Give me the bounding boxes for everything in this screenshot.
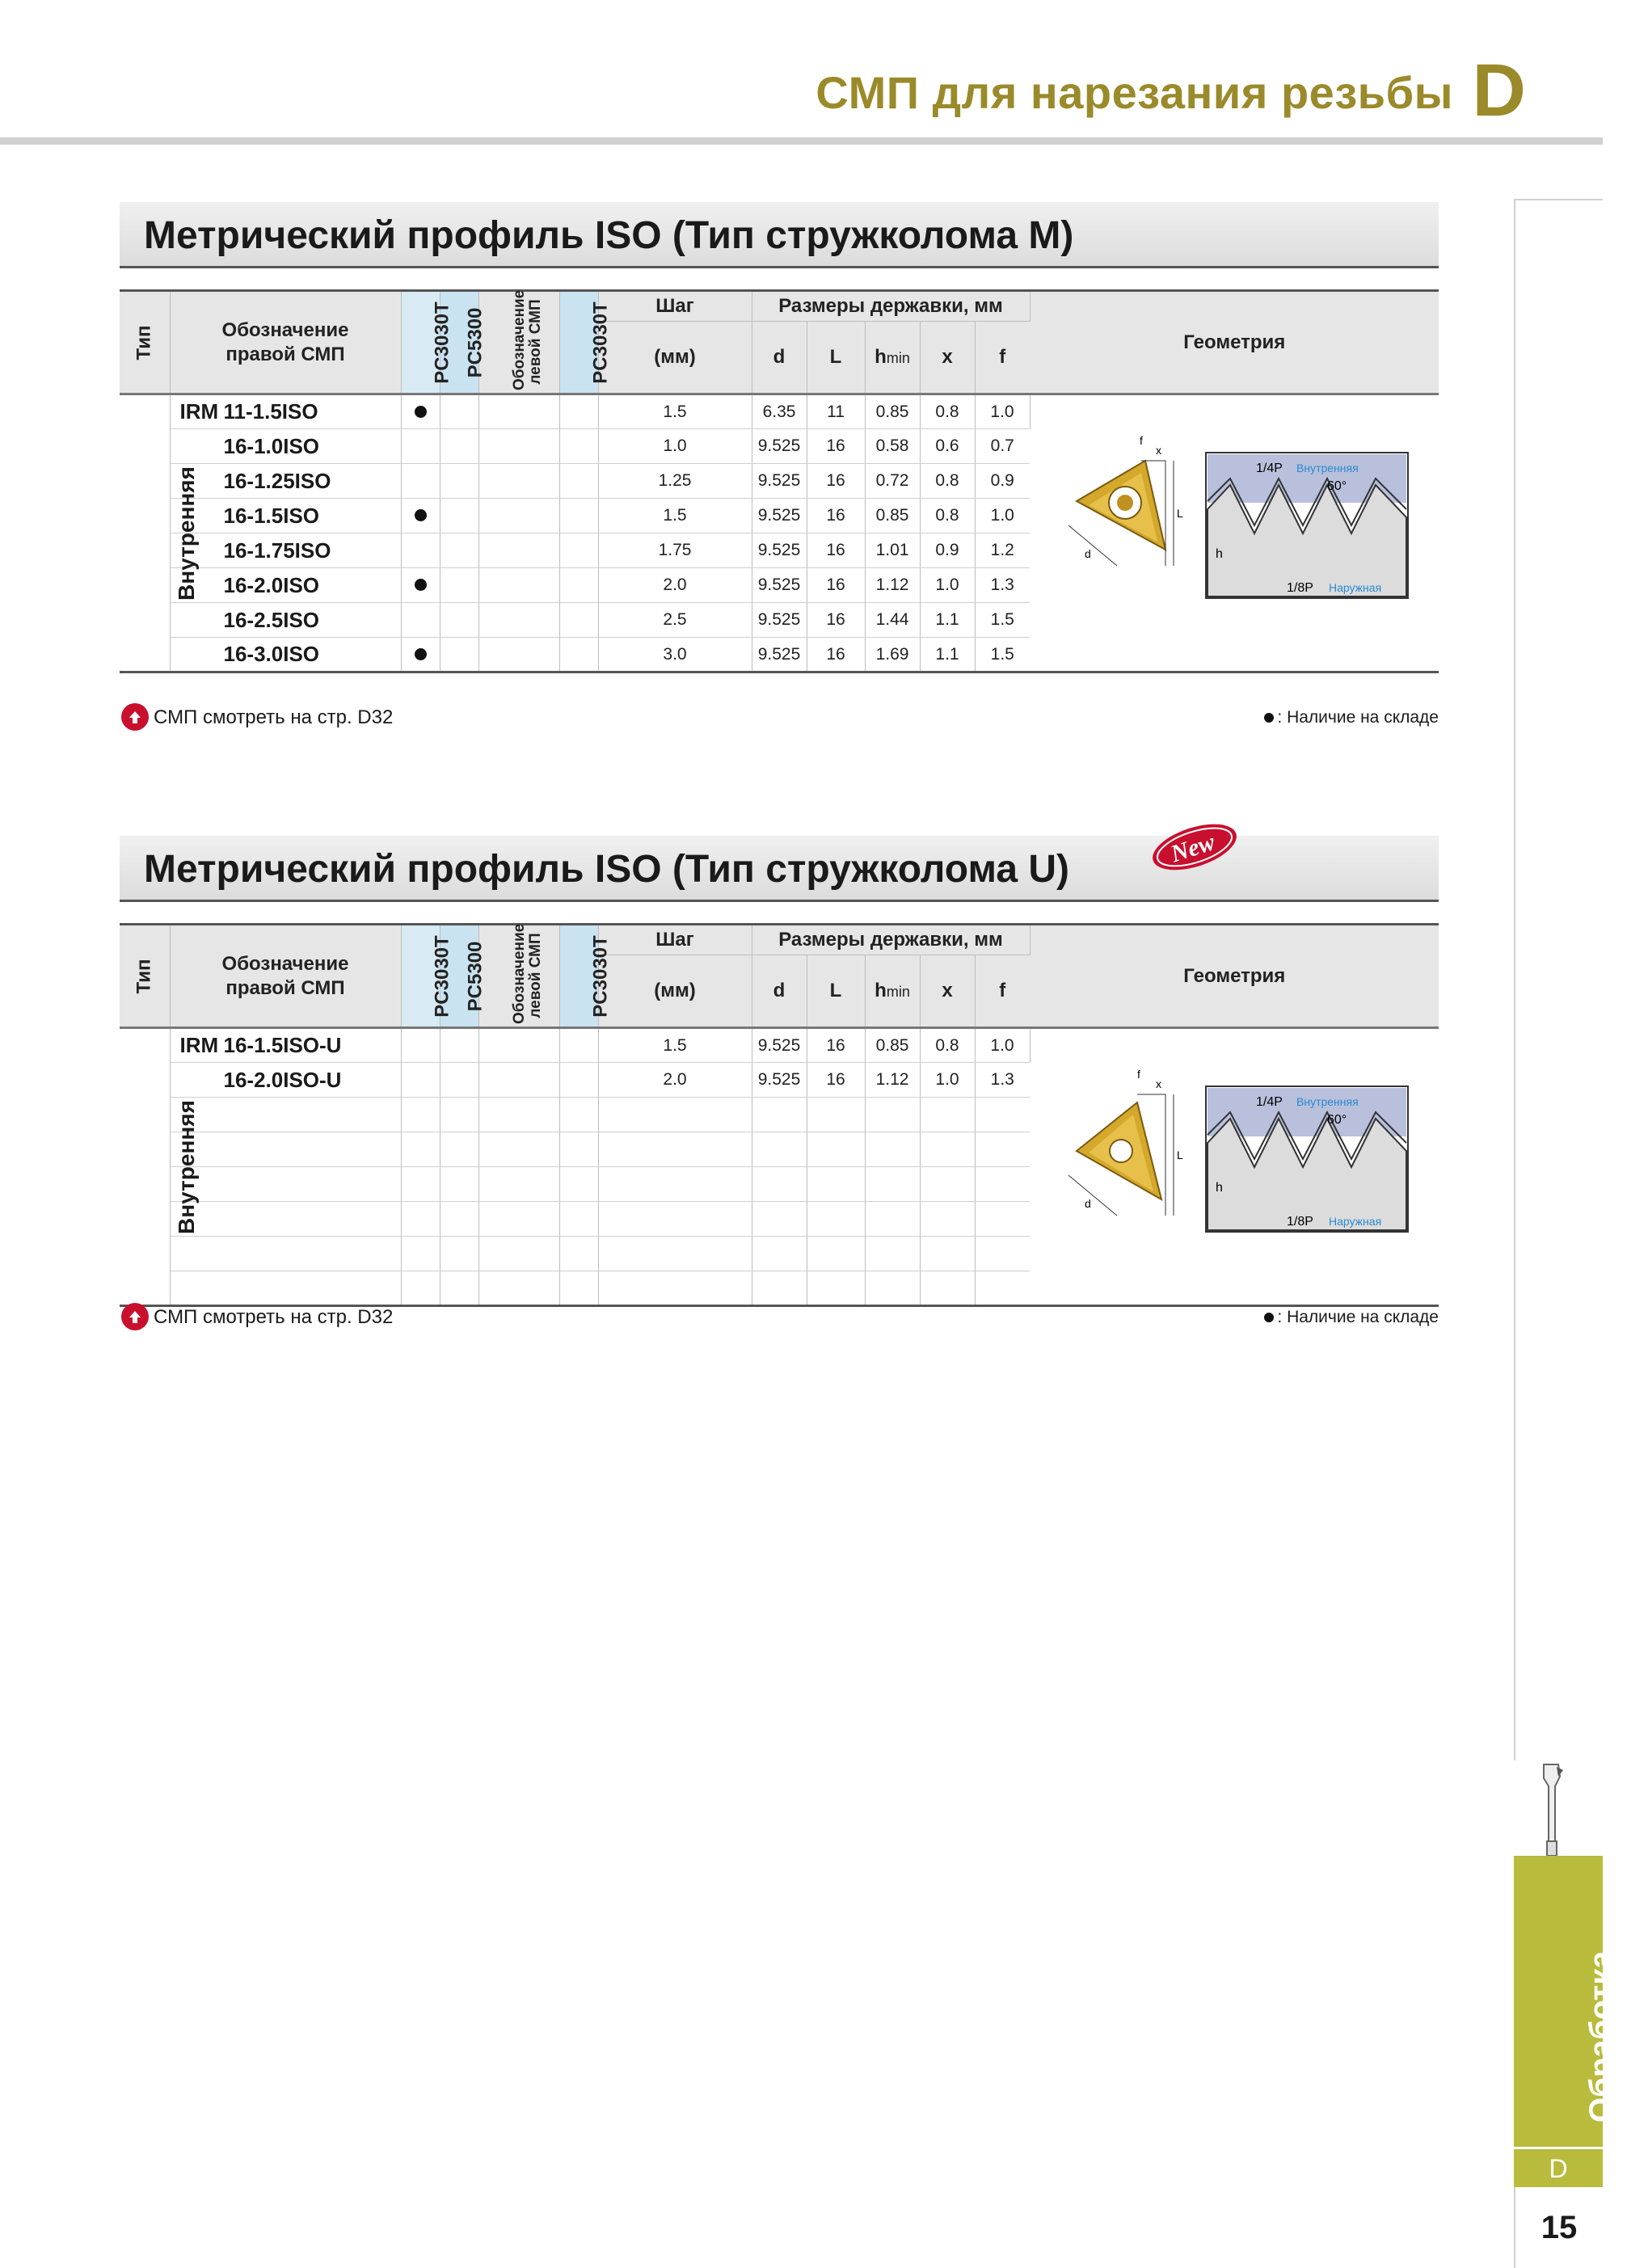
table-row: Внутренняя IRM 16-1.5ISO-U 1.5 9.525 16 0.85 0.8 1.0 L f x d 1/4P Внутренняя 60° h 1/8P Наружная xyxy=(120,1028,1439,1063)
svg-text:Внутренняя: Внутренняя xyxy=(1296,1094,1359,1108)
section-title xyxy=(120,828,1439,902)
col-geometry: Геометрия xyxy=(1030,291,1439,394)
stock-dot xyxy=(415,509,427,521)
svg-text:L: L xyxy=(1177,506,1184,520)
col-grade-pc3030t-left: PC3030T xyxy=(559,925,598,1028)
svg-text:1/8P: 1/8P xyxy=(1287,580,1314,595)
col-pitch-unit: (мм) xyxy=(598,955,752,1028)
prefix-irm: IRM xyxy=(179,399,219,424)
col-hmin: hmin xyxy=(865,322,920,394)
type-internal: Внутренняя xyxy=(120,1028,170,1306)
svg-text:h: h xyxy=(1216,546,1224,561)
col-f: f xyxy=(975,322,1030,394)
stock-dot-legend xyxy=(1264,1313,1274,1322)
page-title: СМП для нарезания резьбы xyxy=(816,67,1453,118)
page-reference-link[interactable]: СМП смотреть на стр. D32 xyxy=(154,1306,394,1328)
svg-text:Наружная: Наружная xyxy=(1329,580,1382,594)
section-title xyxy=(120,202,1439,268)
insert-code: 11-1.5ISO xyxy=(223,399,318,424)
col-left-designation: Обозначение левой СМП xyxy=(478,925,559,1028)
table-row: 16-3.0ISO 3.0 9.525 16 1.69 1.1 1.5 xyxy=(120,638,1439,672)
table-row: 16-1.0ISO 1.0 9.525 16 0.58 0.6 0.7 xyxy=(120,429,1439,464)
svg-text:New: New xyxy=(1167,828,1219,868)
section2-footer xyxy=(120,1305,1439,1337)
svg-text:x: x xyxy=(1156,1077,1162,1090)
svg-text:f: f xyxy=(1137,1067,1141,1081)
col-left-designation: Обозначение левой СМП xyxy=(478,291,559,394)
svg-text:1/4P: 1/4P xyxy=(1256,1094,1283,1109)
col-pitch: Шаг xyxy=(598,291,752,322)
svg-text:x: x xyxy=(1156,443,1162,457)
stock-legend: : Наличие на складе xyxy=(1264,1308,1439,1327)
stock-legend: : Наличие на складе xyxy=(1264,708,1439,727)
stock-dot-legend xyxy=(1264,713,1274,723)
side-frame xyxy=(1514,199,1603,1760)
col-x: x xyxy=(920,955,975,1028)
page-reference-icon xyxy=(120,702,150,732)
page-reference-icon xyxy=(120,1301,150,1332)
insert-code: 16-1.5ISO-U xyxy=(223,1033,342,1057)
new-badge xyxy=(1146,818,1243,875)
insert-table-u xyxy=(120,923,1439,1307)
section-u-chipbreaker xyxy=(120,828,1439,1234)
svg-text:h: h xyxy=(1216,1180,1224,1195)
page-header xyxy=(0,0,1603,154)
table-row: 16-1.25ISO 1.25 9.525 16 0.72 0.8 0.9 xyxy=(120,464,1439,499)
side-tab-thread-machining[interactable] xyxy=(1514,1856,1648,2147)
col-grade-pc3030t-left: PC3030T xyxy=(559,291,598,394)
section-title-text: Метрический профиль ISO (Тип стружколома M) xyxy=(144,214,1074,257)
table-row: 16-1.5ISO 1.5 9.525 16 0.85 0.8 1.0 xyxy=(120,499,1439,533)
svg-text:d: d xyxy=(1085,1196,1092,1210)
geometry-cell xyxy=(1030,394,1439,672)
stock-dot xyxy=(415,579,427,591)
col-L: L xyxy=(807,955,865,1028)
col-pitch: Шаг xyxy=(598,925,752,955)
stock-dot xyxy=(415,406,427,418)
svg-text:1/4P: 1/4P xyxy=(1256,461,1283,475)
section-title-text: Метрический профиль ISO (Тип стружколома U) xyxy=(144,848,1070,891)
svg-text:d: d xyxy=(1085,546,1092,560)
geometry-diagram-u xyxy=(1044,1046,1424,1288)
table-row: 16-2.0ISO-U 2.0 9.525 16 1.12 1.0 1.3 xyxy=(120,1063,1439,1098)
stock-dot xyxy=(415,648,427,660)
col-L: L xyxy=(807,322,865,394)
geometry-cell xyxy=(1030,1028,1439,1306)
col-grade-pc3030t: PC3030T xyxy=(401,925,440,1028)
col-geometry: Геометрия xyxy=(1030,925,1439,1028)
col-holder-dims: Размеры державки, мм xyxy=(752,291,1030,322)
section-letter: D xyxy=(1472,49,1526,132)
col-designation: Обозначение правой СМП xyxy=(170,925,401,1028)
svg-text:L: L xyxy=(1177,1148,1184,1161)
col-designation: Обозначение правой СМП xyxy=(170,291,401,394)
svg-text:60°: 60° xyxy=(1327,1112,1347,1127)
side-tab-line1: Обработка xyxy=(1583,1950,1619,2123)
svg-text:Внутренняя: Внутренняя xyxy=(1296,461,1359,474)
col-grade-pc5300: PC5300 xyxy=(440,291,478,394)
svg-text:Наружная: Наружная xyxy=(1329,1214,1382,1228)
col-d: d xyxy=(752,955,807,1028)
table-row: 16-2.5ISO 2.5 9.525 16 1.44 1.1 1.5 xyxy=(120,603,1439,638)
col-type: Тип xyxy=(120,291,170,394)
col-grade-pc3030t: PC3030T xyxy=(401,291,440,394)
col-type: Тип xyxy=(120,925,170,1028)
table-row: 16-1.75ISO 1.75 9.525 16 1.01 0.9 1.2 xyxy=(120,533,1439,568)
section1-footer xyxy=(120,705,1439,737)
side-tab-letter: D xyxy=(1514,2147,1603,2187)
col-f: f xyxy=(975,955,1030,1028)
page-number: 15 xyxy=(1514,2187,1603,2268)
col-pitch-unit: (мм) xyxy=(598,322,752,394)
table-row: 16-2.0ISO 2.0 9.525 16 1.12 1.0 1.3 xyxy=(120,568,1439,603)
header-rule xyxy=(0,137,1603,145)
page-reference-link[interactable]: СМП смотреть на стр. D32 xyxy=(154,706,394,728)
col-d: d xyxy=(752,322,807,394)
svg-text:60°: 60° xyxy=(1327,478,1347,493)
section-m-chipbreaker xyxy=(120,202,1439,666)
col-grade-pc5300: PC5300 xyxy=(440,925,478,1028)
geometry-diagram-m xyxy=(1044,412,1424,655)
boring-bar-icon xyxy=(1528,1760,1576,1857)
prefix-irm: IRM xyxy=(179,1033,219,1057)
svg-text:1/8P: 1/8P xyxy=(1287,1214,1314,1229)
insert-table-m xyxy=(120,289,1439,673)
table-row: Внутренняя IRM 11-1.5ISO 1.5 6.35 11 0.85 0.8 1.0 L f x d 1/4P Внутренняя 60° h 1/8P Наружная xyxy=(120,394,1439,429)
svg-text:f: f xyxy=(1140,433,1144,447)
col-holder-dims: Размеры державки, мм xyxy=(752,925,1030,955)
type-internal: Внутренняя xyxy=(120,394,170,672)
col-x: x xyxy=(920,322,975,394)
side-tab-line2: резьбы xyxy=(1612,2000,1648,2123)
col-hmin: hmin xyxy=(865,955,920,1028)
